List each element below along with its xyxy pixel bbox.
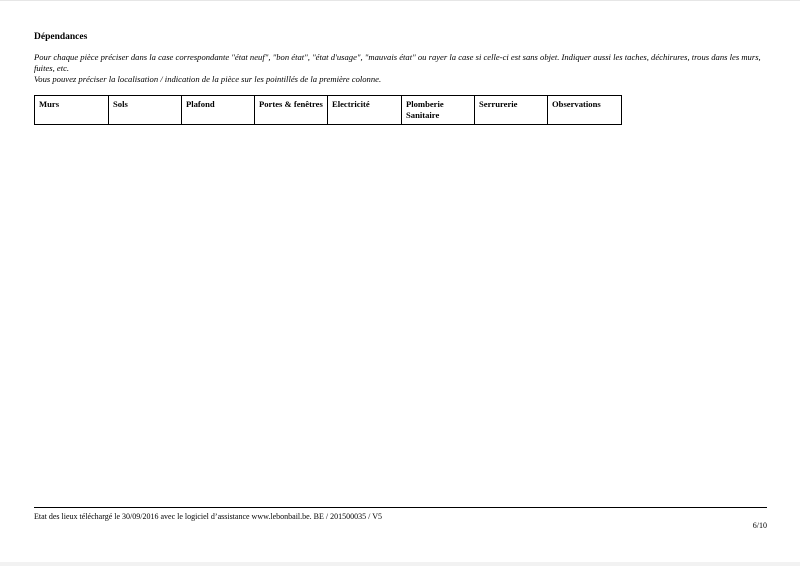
header-plafond: Plafond bbox=[182, 96, 255, 125]
header-electricite: Electricité bbox=[328, 96, 402, 125]
header-plomberie-sanitaire: Plomberie Sanitaire bbox=[402, 96, 475, 125]
inspection-table bbox=[34, 95, 622, 125]
header-serrurerie: Serrurerie bbox=[475, 96, 548, 125]
header-observations: Observations bbox=[548, 96, 622, 125]
footer-divider bbox=[34, 507, 767, 508]
header-murs: Murs bbox=[35, 96, 109, 125]
section-title: Dépendances bbox=[34, 32, 88, 42]
page-top-border bbox=[0, 0, 800, 1]
inspection-table-header-row bbox=[35, 96, 622, 125]
instructions bbox=[34, 52, 774, 85]
header-portes-fenetres: Portes & fenêtres bbox=[255, 96, 328, 125]
instructions-paragraph-1: Pour chaque pièce préciser dans la case correspondante "état neuf", "bon état", "état d'usage", "mauvais état" ou rayer la case si celle-ci est sans objet. Indiquer aussi les taches, déchirures, trous dans les murs, fuites, etc. bbox=[34, 52, 761, 73]
page-number: 6/10 bbox=[752, 521, 767, 530]
header-sols: Sols bbox=[109, 96, 182, 125]
instructions-paragraph-2: Vous pouvez préciser la localisation / indication de la pièce sur les pointillés de la première colonne. bbox=[34, 74, 382, 84]
footer-text: Etat des lieux téléchargé le 30/09/2016 avec le logiciel d’assistance www.lebonbail.be. BE / 201500035 / V5 bbox=[34, 512, 382, 521]
page-bottom-border bbox=[0, 562, 800, 566]
